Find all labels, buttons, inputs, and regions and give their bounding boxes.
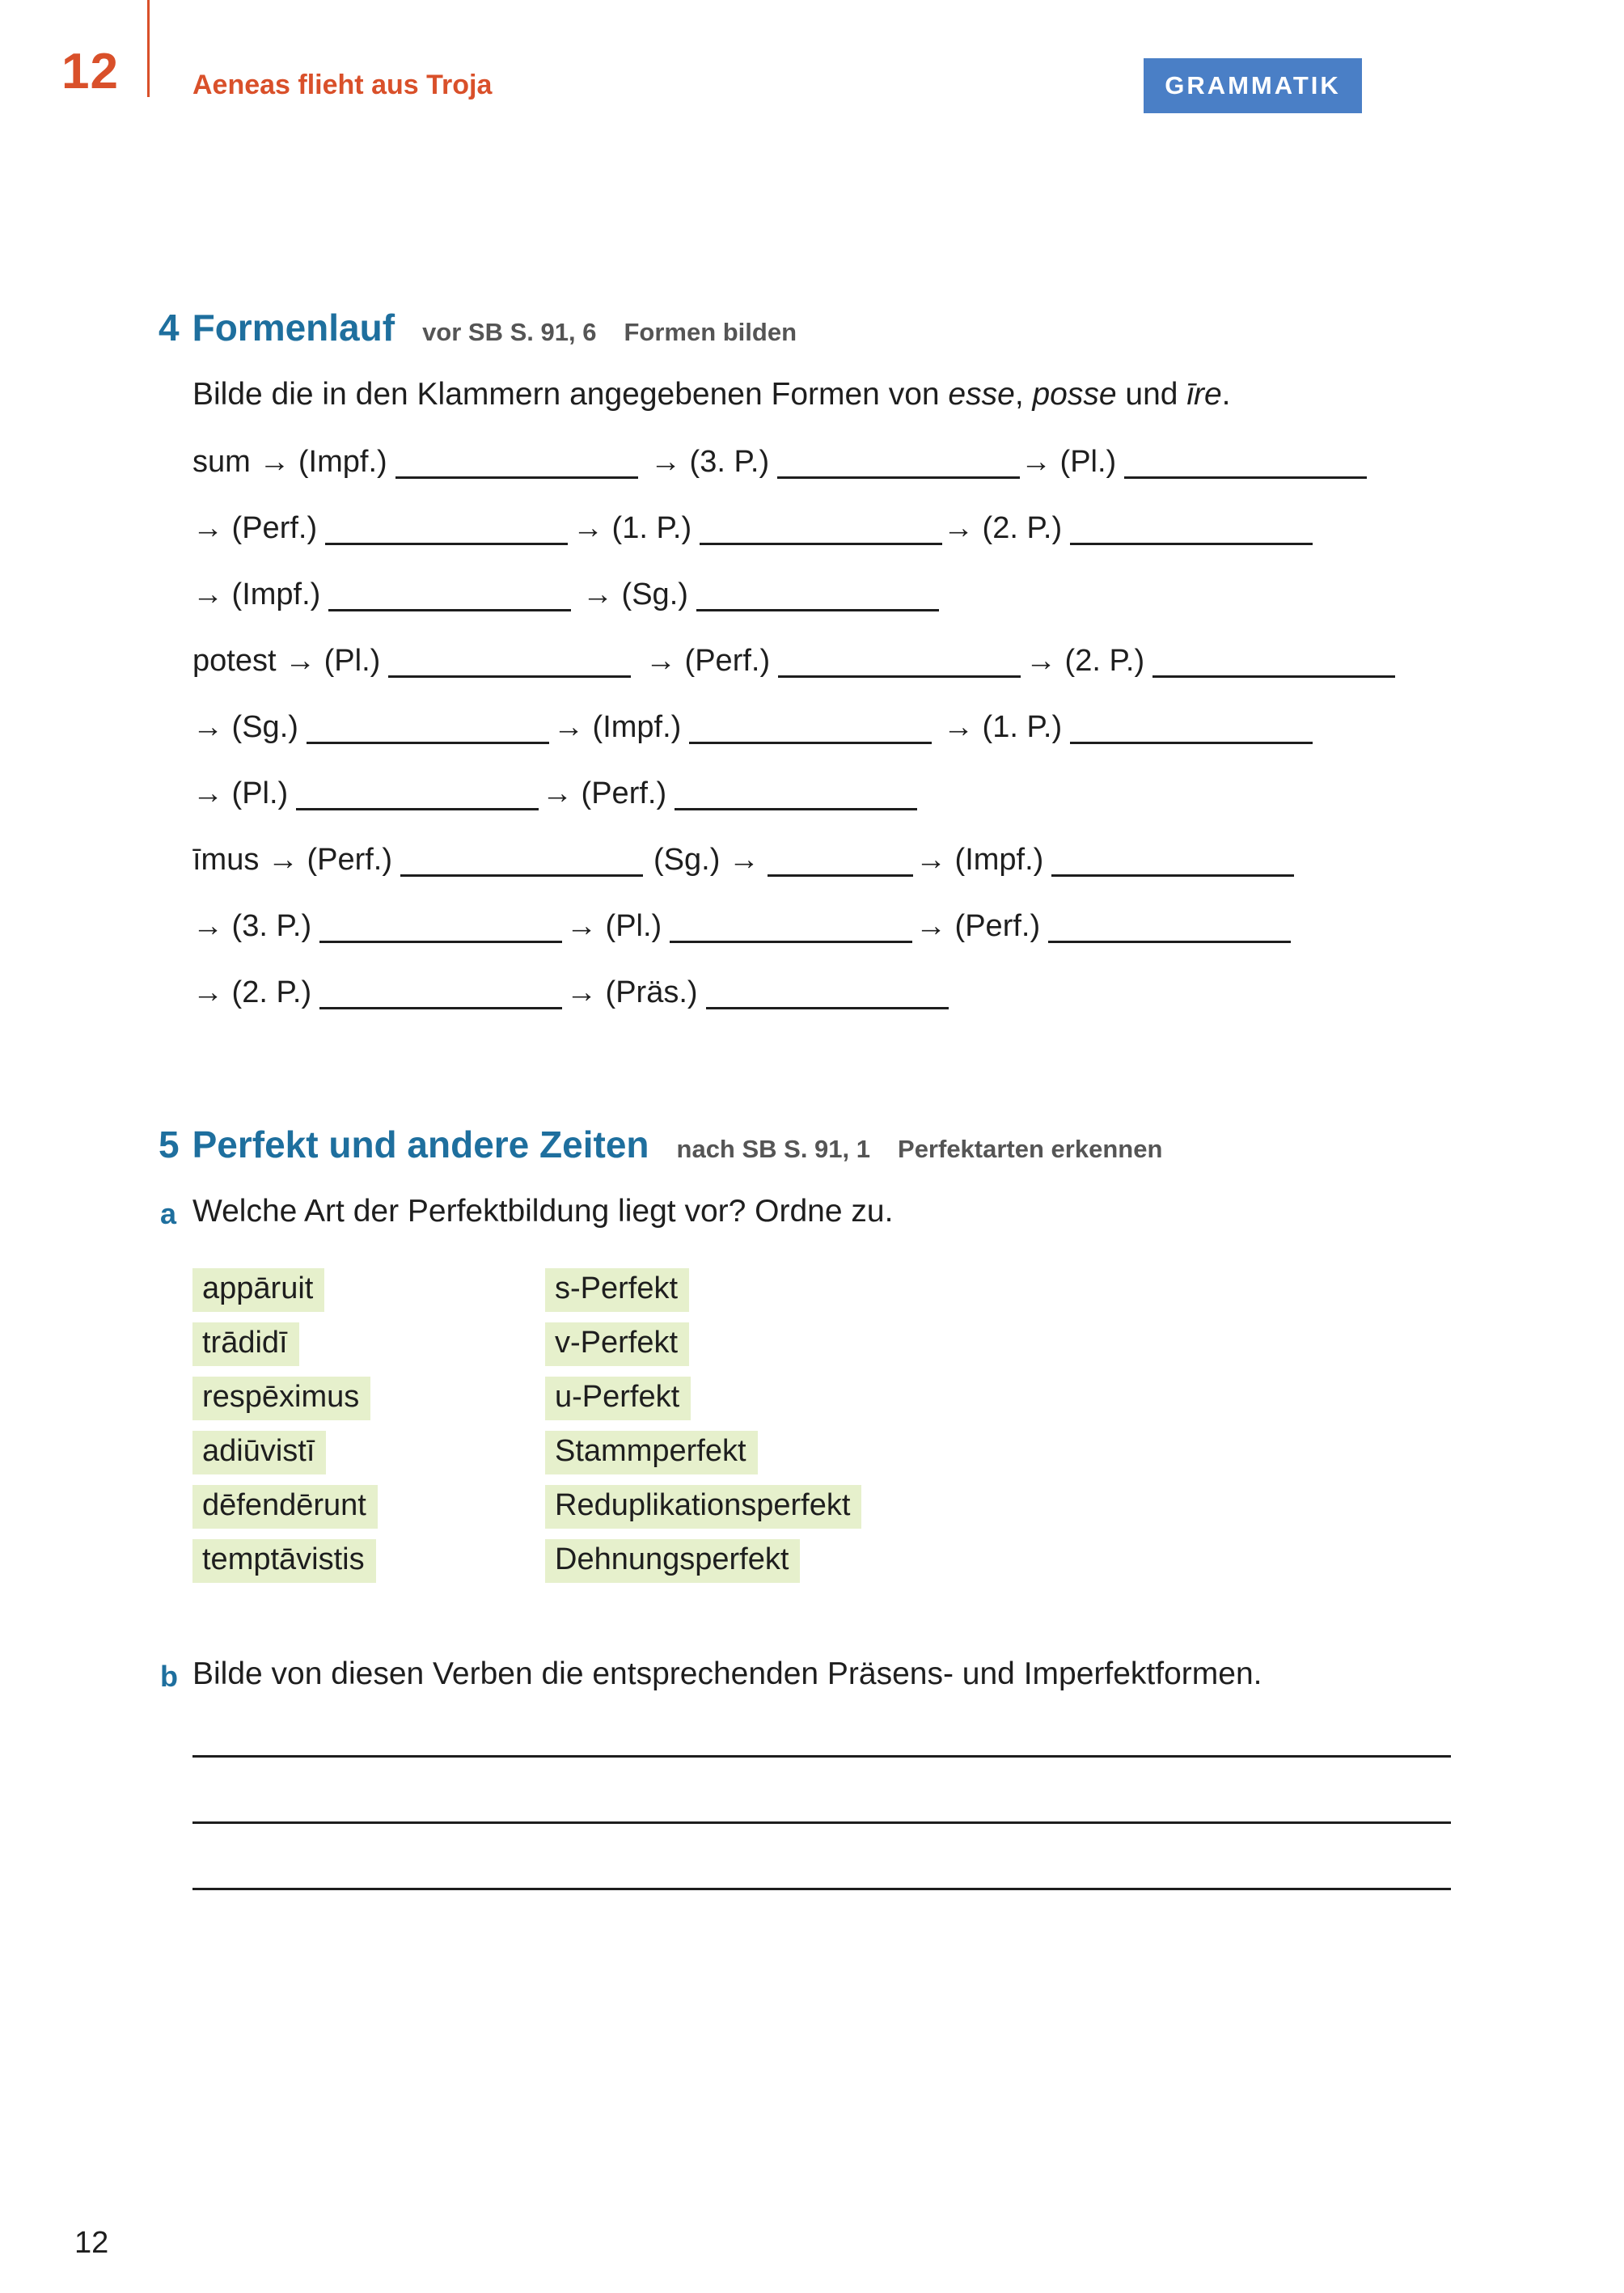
form-step [1021,435,1367,482]
exercise-5-heading [159,1123,1162,1166]
exercise-4-reference: vor SB S. 91, 6 [422,318,597,346]
verb-item[interactable]: dēfendērunt [192,1485,378,1529]
answer-blank[interactable] [706,1007,949,1009]
form-step [566,899,912,946]
answer-blank[interactable] [325,543,568,545]
form-step-label: → (Impf.) [553,710,682,744]
form-step [553,700,932,747]
answer-blank[interactable] [296,808,539,810]
form-step [192,966,562,1013]
form-step-label: → (Sg.) [582,577,688,611]
instruction-end: . [1221,377,1231,412]
chapter-number: 12 [61,44,119,99]
form-step-label: īmus → (Perf.) [192,843,393,877]
form-step-label: → (2. P.) [192,975,312,1009]
form-step-label: → (Perf.) [916,909,1041,943]
answer-blank[interactable] [675,808,917,810]
form-step [573,501,942,548]
verb-ire: īre [1186,377,1222,412]
exercise-4-instruction [192,377,1231,412]
answer-blank[interactable] [395,476,638,479]
form-step [192,435,638,482]
form-step-label: → (1. P.) [943,710,1063,744]
writing-line[interactable] [192,1755,1451,1758]
writing-line[interactable] [192,1821,1451,1824]
form-step-label: → (Pl.) [566,909,662,943]
form-step [192,767,539,814]
exercise-5-number: 5 [159,1123,180,1166]
exercise-4-heading [159,306,797,349]
verb-posse: posse [1032,377,1117,412]
form-step [943,501,1313,548]
verb-item[interactable]: adiūvistī [192,1431,326,1474]
answer-blank[interactable] [1048,941,1291,943]
answer-blank[interactable] [768,874,913,877]
form-step [943,700,1313,747]
verb-item[interactable]: appāruit [192,1268,324,1312]
answer-blank[interactable] [778,675,1021,678]
form-step-label: → (Perf.) [542,776,667,810]
exercise-4-skill: Formen bilden [624,318,797,346]
answer-blank[interactable] [696,609,939,611]
answer-blank[interactable] [319,941,562,943]
verb-esse: esse [948,377,1015,412]
answer-blank[interactable] [388,675,631,678]
form-step [192,899,562,946]
form-step-label: → (2. P.) [1026,644,1145,678]
form-step-label: sum → (Impf.) [192,445,387,479]
page-number: 12 [74,2226,109,2260]
form-step [192,634,631,681]
answer-blank[interactable] [1070,543,1313,545]
exercise-4-number: 4 [159,307,180,349]
form-step-label: → (Perf.) [645,644,771,678]
form-step [566,966,949,1013]
perfect-type-item[interactable]: Dehnungsperfekt [545,1539,800,1583]
answer-blank[interactable] [1152,675,1395,678]
chapter-title: Aeneas flieht aus Troja [192,70,493,100]
form-step-label: → (Pl.) [192,776,289,810]
exercise-4-title: Formenlauf [192,307,395,349]
section-badge: GRAMMATIK [1144,58,1362,113]
answer-blank[interactable] [328,609,571,611]
perfect-type-item[interactable]: Stammperfekt [545,1431,758,1474]
form-step-label: → (Impf.) [916,843,1044,877]
form-step [1026,634,1395,681]
answer-blank[interactable] [1124,476,1367,479]
form-step-label: → (Präs.) [566,975,698,1009]
form-step-label: → (1. P.) [573,511,692,545]
form-step-label: (Sg.) → [653,843,759,877]
form-step [192,833,643,880]
form-step [192,700,549,747]
form-step [653,833,913,880]
part-a-letter: a [160,1197,177,1230]
form-step [645,634,1021,681]
form-step [542,767,917,814]
answer-blank[interactable] [700,543,942,545]
part-b-instruction: Bilde von diesen Verben die entsprechenden Präsens- und Imperfektformen. [192,1656,1262,1691]
form-step-label: → (Sg.) [192,710,298,744]
verb-item[interactable]: temptāvistis [192,1539,376,1583]
instruction-sep: und [1116,377,1187,412]
form-step [582,568,939,615]
answer-blank[interactable] [670,941,912,943]
form-step [192,568,571,615]
verb-item[interactable]: respēximus [192,1377,370,1420]
form-step [916,833,1294,880]
perfect-type-item[interactable]: v-Perfekt [545,1322,689,1366]
part-b-letter: b [160,1660,178,1693]
form-step [650,435,1020,482]
writing-line[interactable] [192,1888,1451,1890]
answer-blank[interactable] [1051,874,1294,877]
part-a-instruction: Welche Art der Perfektbildung liegt vor? Ordne zu. [192,1194,894,1229]
exercise-5-title: Perfekt und andere Zeiten [192,1123,649,1166]
perfect-type-item[interactable]: Reduplikationsperfekt [545,1485,861,1529]
exercise-5-reference: nach SB S. 91, 1 [676,1135,871,1163]
form-step-label: → (Perf.) [192,511,318,545]
instruction-text: Bilde die in den Klammern angegebenen Formen von [192,377,949,412]
answer-blank[interactable] [400,874,643,877]
answer-blank[interactable] [319,1007,562,1009]
verb-item[interactable]: trādidī [192,1322,299,1366]
form-step [192,501,568,548]
form-step-label: potest → (Pl.) [192,644,381,678]
chapter-divider [147,0,150,97]
form-step-label: → (2. P.) [943,511,1063,545]
form-step [916,899,1291,946]
answer-blank[interactable] [307,742,549,744]
form-step-label: → (3. P.) [650,445,770,479]
exercise-5-skill: Perfektarten erkennen [898,1135,1163,1163]
perfect-type-item[interactable]: s-Perfekt [545,1268,689,1312]
answer-blank[interactable] [1070,742,1313,744]
form-step-label: → (Impf.) [192,577,321,611]
instruction-sep: , [1014,377,1033,412]
form-step-label: → (3. P.) [192,909,312,943]
form-step-label: → (Pl.) [1021,445,1117,479]
answer-blank[interactable] [777,476,1020,479]
perfect-type-item[interactable]: u-Perfekt [545,1377,691,1420]
answer-blank[interactable] [689,742,932,744]
